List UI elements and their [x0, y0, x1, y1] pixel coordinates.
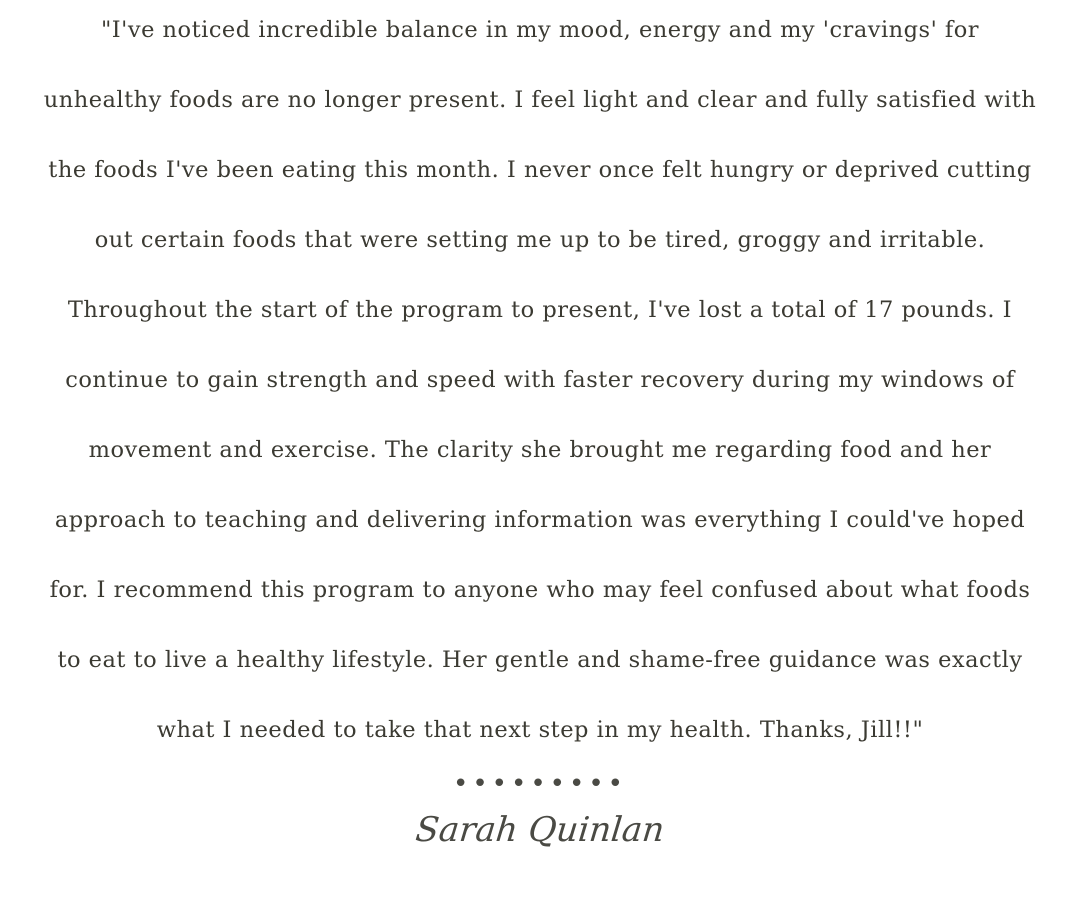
- author-signature: Sarah Quinlan: [413, 810, 667, 850]
- quote-line: Throughout the start of the program to present, I've lost a total of 17 pounds. I: [67, 297, 1013, 323]
- quote-line: unhealthy foods are no longer present. I feel light and clear and fully satisfied with: [43, 87, 1037, 113]
- dotted-divider: •••••••••: [452, 769, 628, 799]
- quote-line: approach to teaching and delivering information was everything I could've hoped: [54, 507, 1026, 533]
- quote-line: movement and exercise. The clarity she brought me regarding food and her: [88, 437, 992, 463]
- quote-line: out certain foods that were setting me up to be tired, groggy and irritable.: [94, 227, 986, 253]
- quote-line: continue to gain strength and speed with faster recovery during my windows of: [65, 367, 1015, 393]
- quote-line: for. I recommend this program to anyone who may feel confused about what foods: [49, 577, 1031, 603]
- quote-line: what I needed to take that next step in my health. Thanks, Jill!!": [156, 717, 924, 743]
- quote-line: the foods I've been eating this month. I never once felt hungry or deprived cutting: [48, 157, 1032, 183]
- quote-line: "I've noticed incredible balance in my mood, energy and my 'cravings' for: [100, 17, 980, 43]
- quote-line: to eat to live a healthy lifestyle. Her gentle and shame-free guidance was exactly: [57, 647, 1023, 673]
